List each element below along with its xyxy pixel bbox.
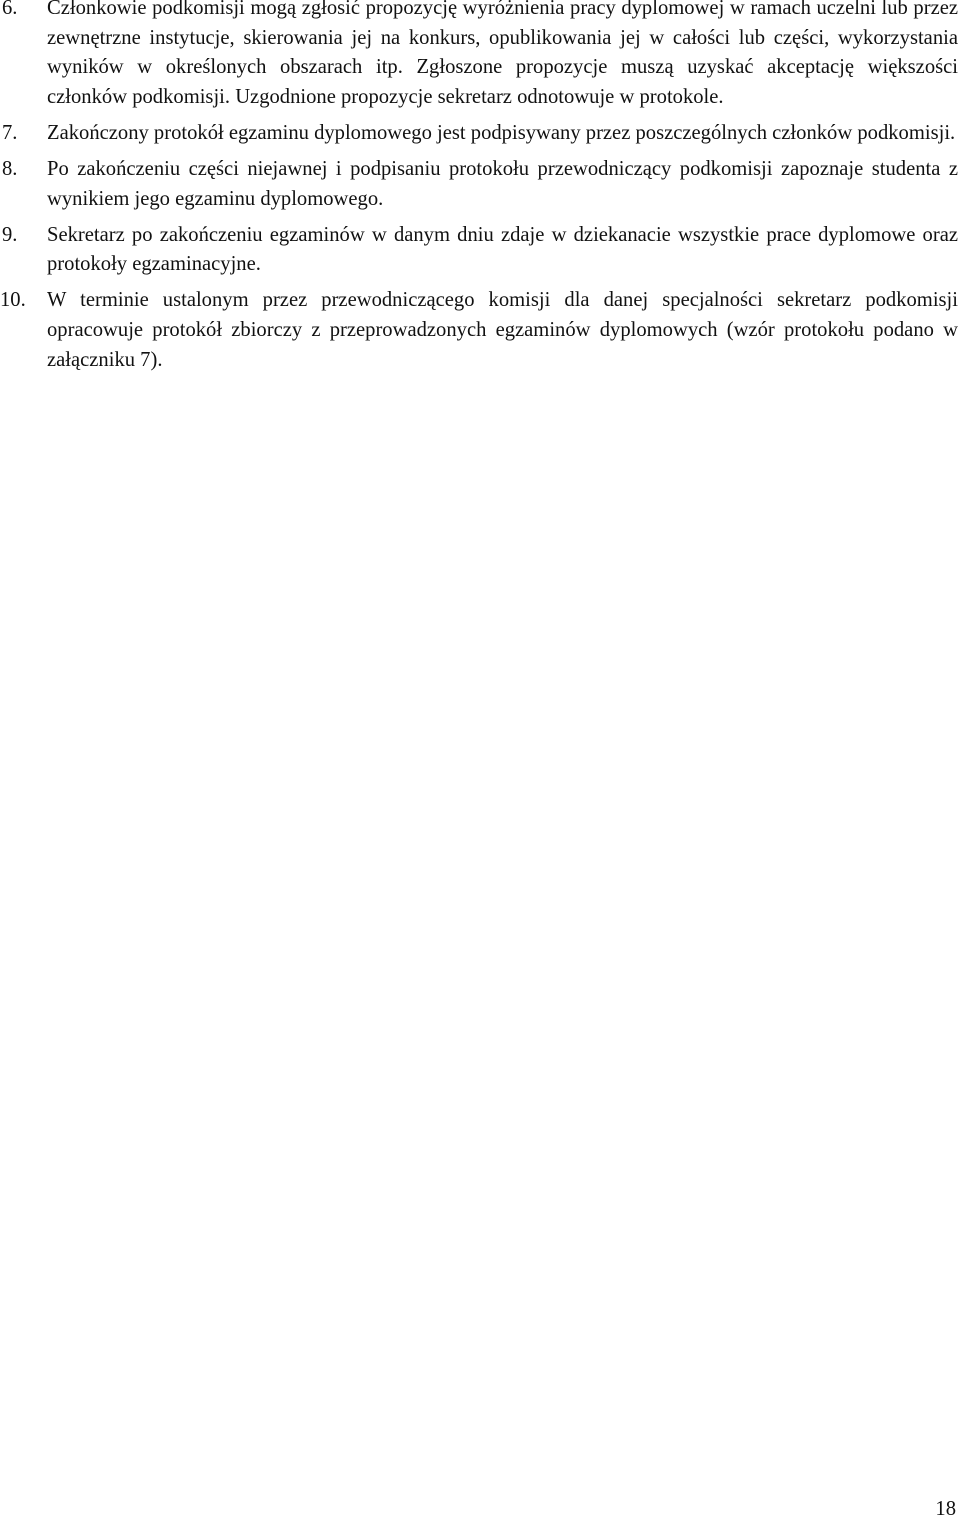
list-item-text: Zakończony protokół egzaminu dyplomowego jest podpisywany przez poszczególnych członków podkomisji. <box>47 121 956 144</box>
list-item-text: Po zakończeniu części niejawnej i podpisaniu protokołu przewodniczący podkomisji zapoznaje studenta z wynikiem jego egzaminu dyplomowego. <box>47 157 958 210</box>
numbered-list <box>0 0 958 382</box>
list-item <box>0 155 958 214</box>
list-item-text: Sekretarz po zakończeniu egzaminów w danym dniu zdaje w dziekanacie wszystkie prace dyplomowe oraz protokoły egzaminacyjne. <box>47 223 958 276</box>
list-item-number: 10. <box>0 289 26 312</box>
page-number: 18 <box>935 1498 956 1520</box>
list-item-number: 7. <box>2 121 18 144</box>
list-item-number: 8. <box>2 157 18 180</box>
list-item-number: 9. <box>2 223 18 246</box>
list-item-text: Członkowie podkomisji mogą zgłosić propozycję wyróżnienia pracy dyplomowej w ramach uczelni lub przez zewnętrzne instytucje, skierowania jej na konkurs, opublikowania jej w całości lub części, wykorzystania wyników w określonych obszarach itp. Zgłoszone propozycje muszą uzyskać akceptację większości członków podkomisji. Uzgodnione propozycje sekretarz odnotowuje w protokole. <box>47 0 958 108</box>
list-item <box>0 221 958 280</box>
list-item <box>0 119 958 149</box>
list-item <box>0 286 958 375</box>
list-item-number: 6. <box>2 0 18 19</box>
list-item-text: W terminie ustalonym przez przewodniczącego komisji dla danej specjalności sekretarz podkomisji opracowuje protokół zbiorczy z przeprowadzonych egzaminów dyplomowych (wzór protokołu podano w załączniku 7). <box>47 289 958 371</box>
list-item <box>0 0 958 112</box>
